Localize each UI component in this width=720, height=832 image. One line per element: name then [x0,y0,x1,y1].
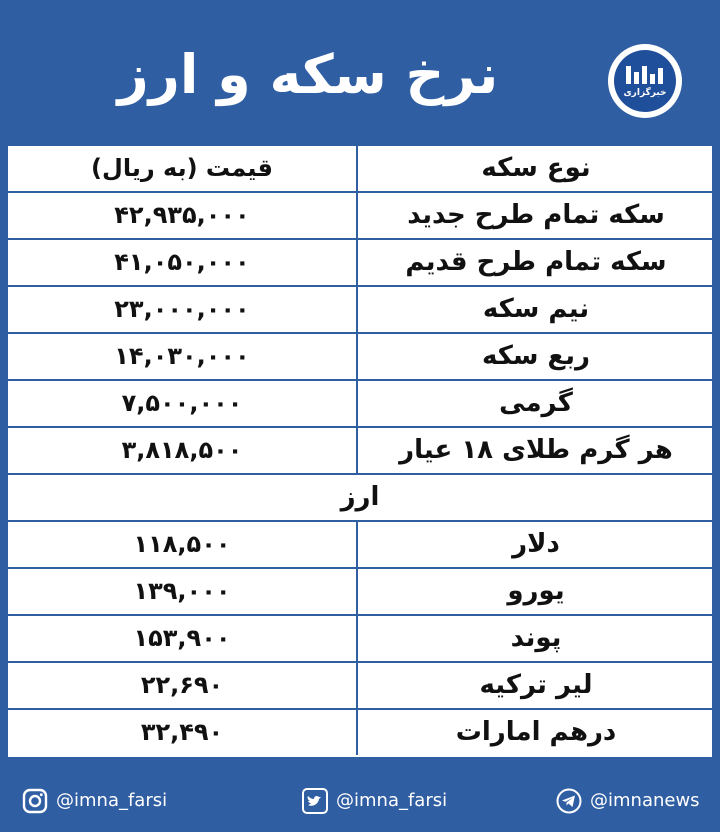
table-row [8,334,712,381]
row-name: هر گرم طلای ۱۸ عیار [399,435,673,465]
row-price: ۱۵۳,۹۰۰ [8,616,358,661]
row-price: ۲۲,۶۹۰ [8,663,358,708]
row-price: ۳,۸۱۸,۵۰۰ [8,428,358,473]
row-price: ۱۱۸,۵۰۰ [8,522,358,567]
telegram-handle: @imnanews [590,790,700,811]
header-price: قیمت (به ریال) [8,146,358,191]
row-name: ربع سکه [482,341,590,371]
table-row [8,193,712,240]
row-price: ۴۲,۹۳۵,۰۰۰ [8,193,358,238]
logo-bars-icon [626,66,664,84]
row-price: ۷,۵۰۰,۰۰۰ [8,381,358,426]
table-row [8,616,712,663]
row-price: ۲۳,۰۰۰,۰۰۰ [8,287,358,332]
header [8,8,712,144]
row-price: ۱۴,۰۳۰,۰۰۰ [8,334,358,379]
row-name: گرمی [499,388,573,418]
table-row [8,287,712,334]
row-price: ۴۱,۰۵۰,۰۰۰ [8,240,358,285]
logo-text: خبرگزاری [623,88,667,98]
table-row [8,240,712,287]
table-row [8,522,712,569]
table-header-row [8,146,712,193]
logo-emblem [614,50,676,112]
table-row [8,428,712,475]
table-row [8,663,712,710]
currency-section-label: ارز [8,475,712,522]
row-name: سکه تمام طرح قدیم [405,247,667,277]
social-footer [8,776,712,824]
row-name: سکه تمام طرح جدید [407,200,665,230]
row-name: پوند [510,623,562,653]
price-table [8,146,712,757]
page-title: نرخ سکه و ارز [117,43,499,106]
row-name: یورو [507,576,565,606]
imna-logo [608,44,682,118]
row-name: لیر ترکیه [479,670,593,700]
table-row [8,569,712,616]
row-price: ۳۲,۴۹۰ [8,710,358,755]
row-name: دلار [512,529,560,559]
row-price: ۱۳۹,۰۰۰ [8,569,358,614]
twitter-handle: @imna_farsi [336,790,448,811]
twitter-icon [302,788,328,814]
telegram-icon [556,788,582,814]
row-name: نیم سکه [482,294,590,324]
row-name: درهم امارات [455,717,617,747]
table-row [8,710,712,757]
header-name: نوع سکه [481,153,591,183]
table-row [8,381,712,428]
instagram-handle: @imna_farsi [56,790,168,811]
instagram-icon [22,788,48,814]
